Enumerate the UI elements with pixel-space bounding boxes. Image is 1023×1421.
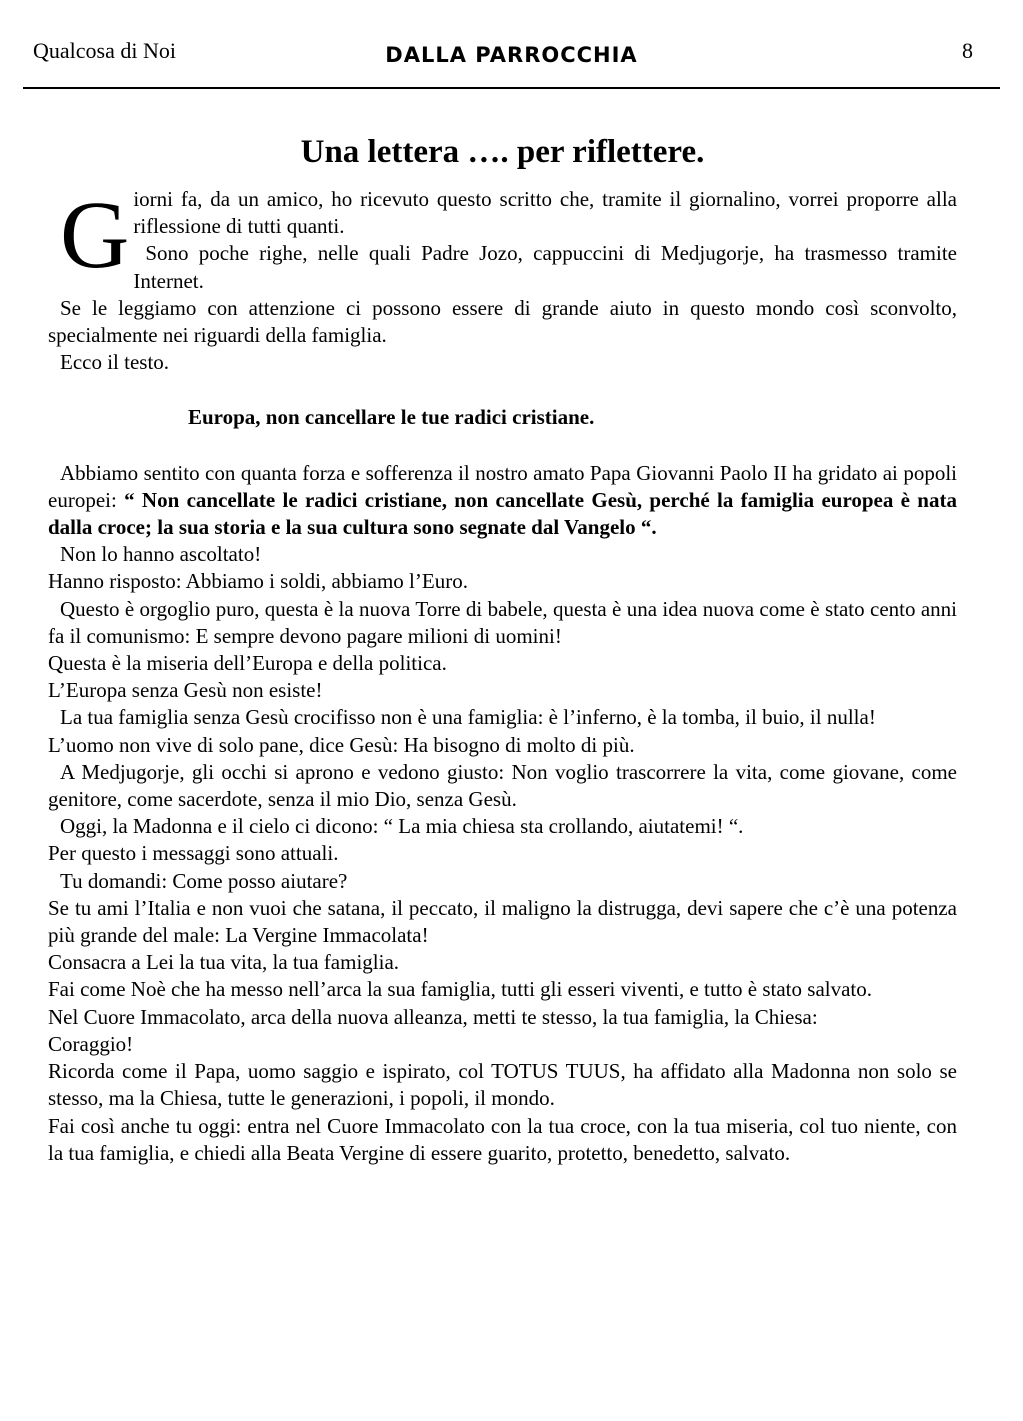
- letter-paragraph-5: Questa è la miseria dell’Europa e della politica.: [48, 651, 447, 676]
- intro-paragraph-4: Ecco il testo.: [60, 350, 170, 375]
- letter-paragraph-18: Ricorda come il Papa, uomo saggio e ispirato, col TOTUS TUUS, ha affidato alla Madonna non solo se stesso, ma la Chiesa, tutte le generazioni, i popoli, il mondo.: [48, 1059, 957, 1111]
- header-divider: [23, 87, 1000, 89]
- letter-paragraph-3: Hanno risposto: Abbiamo i soldi, abbiamo l’Euro.: [48, 569, 468, 594]
- letter-paragraph-4: Questo è orgoglio puro, questa è la nuova Torre di babele, questa è una idea nuova come è stato cento anni fa il comunismo: E sempre devono pagare milioni di uomini!: [48, 596, 957, 648]
- letter-paragraph-16: Nel Cuore Immacolato, arca della nuova alleanza, metti te stesso, la tua famiglia, la Chiesa:: [48, 1004, 818, 1029]
- letter-paragraph-1-text: Abbiamo sentito con quanta forza e sofferenza il nostro amato Papa Giovanni Paolo II ha gridato ai popoli europei:: [48, 460, 957, 512]
- pope-quote: “ Non cancellate le radici cristiane, non cancellate Gesù, perché la famiglia europea è nata dalla croce; la sua storia e la sua cultura sono segnate dal Vangelo “.: [48, 487, 957, 540]
- intro-paragraph-3: Se le leggiamo con attenzione ci possono essere di grande aiuto in questo mondo così sconvolto, specialmente nei riguardi della famiglia.: [48, 295, 957, 348]
- drop-cap: G: [60, 181, 130, 288]
- header-publication-name: Qualcosa di Noi: [33, 38, 176, 63]
- letter-paragraph-2: Non lo hanno ascoltato!: [60, 542, 262, 567]
- letter-paragraph-11: Per questo i messaggi sono attuali.: [48, 841, 339, 866]
- letter-paragraph-6: L’Europa senza Gesù non esiste!: [48, 678, 323, 703]
- letter-paragraph-17: Coraggio!: [48, 1031, 134, 1056]
- letter-subtitle: Europa, non cancellare le tue radici cristiane.: [188, 405, 595, 430]
- letter-paragraph-14: Consacra a Lei la tua vita, la tua famiglia.: [48, 950, 400, 975]
- page-number: 8: [962, 38, 973, 63]
- letter-paragraph-10: Oggi, la Madonna e il cielo ci dicono: “ La mia chiesa sta crollando, aiutatemi! “.: [60, 814, 744, 839]
- intro-paragraph-1-text: iorni fa, da un amico, ho ricevuto questo scritto che, tramite il giornalino, vorrei proporre alla riflessione di tutti quanti.: [133, 187, 957, 239]
- letter-paragraph-15: Fai come Noè che ha messo nell’arca la sua famiglia, tutti gli esseri viventi, e tutto è stato salvato.: [48, 977, 873, 1002]
- intro-paragraph-2: Sono poche righe, nelle quali Padre Jozo, cappuccini di Medjugorje, ha trasmesso tramite Internet.: [133, 241, 957, 293]
- letter-paragraph-1: [48, 460, 957, 542]
- letter-paragraph-7: La tua famiglia senza Gesù crocifisso non è una famiglia: è l’inferno, è la tomba, il buio, il nulla!: [60, 705, 876, 730]
- letter-paragraph-8: L’uomo non vive di solo pane, dice Gesù: Ha bisogno di molto di più.: [48, 732, 635, 757]
- article-title: Una lettera …. per riflettere.: [300, 134, 705, 170]
- letter-paragraph-12: Tu domandi: Come posso aiutare?: [60, 868, 348, 893]
- letter-paragraph-13: Se tu ami l’Italia e non vuoi che satana, il peccato, il maligno la distrugga, devi sapere che c’è una potenza più grande del male: La Vergine Immacolata!: [48, 895, 957, 948]
- article-body: [48, 181, 957, 1167]
- header-section-title: DALLA PARROCCHIA: [385, 43, 638, 67]
- letter-paragraph-9: A Medjugorje, gli occhi si aprono e vedono giusto: Non voglio trascorrere la vita, come giovane, come genitore, come sacerdote, senza il mio Dio, senza Gesù.: [48, 759, 957, 812]
- letter-paragraph-19: Fai così anche tu oggi: entra nel Cuore Immacolato con la tua croce, con la tua miseria, col tuo niente, con la tua famiglia, e chiedi alla Beata Vergine di essere guarito, protetto, benedetto, salvato.: [48, 1113, 957, 1165]
